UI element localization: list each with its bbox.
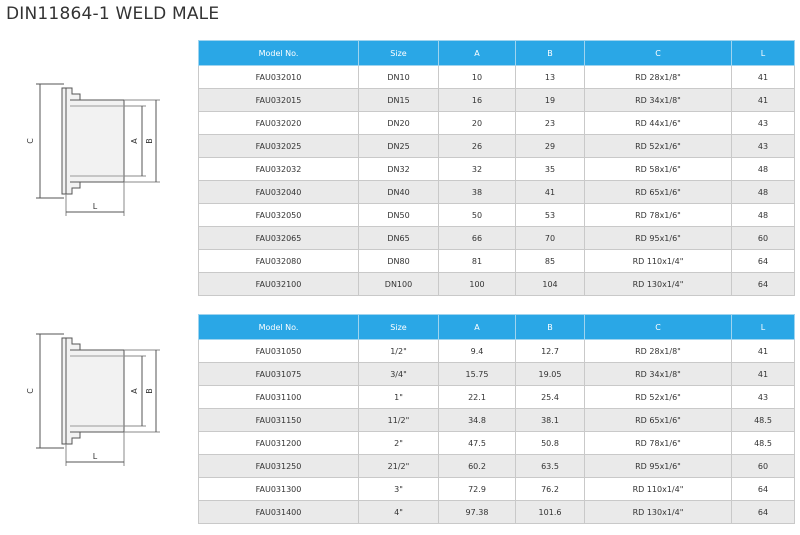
cell-b: 101.6	[516, 501, 585, 524]
cell-size: DN32	[359, 158, 439, 181]
cell-b: 85	[516, 250, 585, 273]
cell-model-no: FAU032065	[199, 227, 359, 250]
header-size: Size	[359, 41, 439, 66]
cell-model-no: FAU032040	[199, 181, 359, 204]
cell-c: RD 52x1/6"	[585, 386, 732, 409]
cell-b: 76.2	[516, 478, 585, 501]
cell-c: RD 130x1/4"	[585, 273, 732, 296]
table-row	[199, 478, 795, 501]
cell-c: RD 28x1/8"	[585, 66, 732, 89]
cell-size: DN40	[359, 181, 439, 204]
cell-a: 47.5	[439, 432, 516, 455]
cell-a: 72.9	[439, 478, 516, 501]
cell-model-no: FAU032050	[199, 204, 359, 227]
table-row	[199, 135, 795, 158]
cell-a: 81	[439, 250, 516, 273]
cell-model-no: FAU031400	[199, 501, 359, 524]
cell-size: DN20	[359, 112, 439, 135]
cell-a: 60.2	[439, 455, 516, 478]
cell-l: 48	[732, 158, 795, 181]
cell-size: 3"	[359, 478, 439, 501]
cell-l: 60	[732, 227, 795, 250]
cell-size: 1"	[359, 386, 439, 409]
cell-b: 19	[516, 89, 585, 112]
cell-model-no: FAU031075	[199, 363, 359, 386]
cell-l: 48	[732, 204, 795, 227]
cell-l: 43	[732, 112, 795, 135]
cell-a: 66	[439, 227, 516, 250]
cell-model-no: FAU032032	[199, 158, 359, 181]
header-b: B	[516, 41, 585, 66]
table-row	[199, 432, 795, 455]
cell-l: 64	[732, 273, 795, 296]
weld-male-drawing-1	[0, 70, 180, 230]
table-row	[199, 340, 795, 363]
cell-l: 41	[732, 340, 795, 363]
cell-b: 41	[516, 181, 585, 204]
header-b: B	[516, 315, 585, 340]
table-header-row	[199, 315, 795, 340]
dimension-label-l: L	[92, 202, 98, 211]
cell-size: 21/2"	[359, 455, 439, 478]
cell-l: 48	[732, 181, 795, 204]
cell-b: 23	[516, 112, 585, 135]
table-row	[199, 501, 795, 524]
cell-size: DN15	[359, 89, 439, 112]
cell-size: DN25	[359, 135, 439, 158]
header-l: L	[732, 41, 795, 66]
cell-l: 43	[732, 135, 795, 158]
cell-model-no: FAU032080	[199, 250, 359, 273]
table-row	[199, 386, 795, 409]
cell-b: 53	[516, 204, 585, 227]
cell-size: 1/2"	[359, 340, 439, 363]
table-row	[199, 363, 795, 386]
table-row	[199, 204, 795, 227]
cell-a: 97.38	[439, 501, 516, 524]
cell-model-no: FAU032025	[199, 135, 359, 158]
cell-b: 50.8	[516, 432, 585, 455]
cell-l: 41	[732, 89, 795, 112]
cell-b: 25.4	[516, 386, 585, 409]
cell-l: 43	[732, 386, 795, 409]
table-row	[199, 273, 795, 296]
cell-size: 4"	[359, 501, 439, 524]
cell-a: 100	[439, 273, 516, 296]
cell-c: RD 78x1/6"	[585, 204, 732, 227]
cell-b: 13	[516, 66, 585, 89]
cell-a: 10	[439, 66, 516, 89]
cell-c: RD 78x1/6"	[585, 432, 732, 455]
cell-c: RD 52x1/6"	[585, 135, 732, 158]
cell-size: DN80	[359, 250, 439, 273]
cell-a: 38	[439, 181, 516, 204]
cell-b: 70	[516, 227, 585, 250]
spec-table-inch	[198, 314, 795, 524]
cell-model-no: FAU031150	[199, 409, 359, 432]
cell-model-no: FAU032100	[199, 273, 359, 296]
cell-b: 63.5	[516, 455, 585, 478]
header-model-no: Model No.	[199, 315, 359, 340]
cell-model-no: FAU032020	[199, 112, 359, 135]
cell-b: 104	[516, 273, 585, 296]
table-row	[199, 227, 795, 250]
cell-a: 32	[439, 158, 516, 181]
cell-c: RD 65x1/6"	[585, 409, 732, 432]
header-size: Size	[359, 315, 439, 340]
dimension-label-a: A	[130, 388, 139, 394]
dimension-label-l: L	[92, 452, 98, 461]
header-a: A	[439, 315, 516, 340]
cell-l: 48.5	[732, 409, 795, 432]
table-row	[199, 158, 795, 181]
cell-b: 29	[516, 135, 585, 158]
cell-c: RD 34x1/8"	[585, 363, 732, 386]
cell-l: 64	[732, 250, 795, 273]
cell-c: RD 34x1/8"	[585, 89, 732, 112]
header-a: A	[439, 41, 516, 66]
cell-b: 35	[516, 158, 585, 181]
cell-c: RD 58x1/6"	[585, 158, 732, 181]
cell-l: 41	[732, 363, 795, 386]
cell-size: DN65	[359, 227, 439, 250]
header-c: C	[585, 41, 732, 66]
cell-a: 26	[439, 135, 516, 158]
dimension-label-c: C	[26, 138, 35, 144]
cell-model-no: FAU032015	[199, 89, 359, 112]
cell-b: 12.7	[516, 340, 585, 363]
cell-model-no: FAU031100	[199, 386, 359, 409]
cell-a: 9.4	[439, 340, 516, 363]
cell-model-no: FAU031250	[199, 455, 359, 478]
cell-c: RD 130x1/4"	[585, 501, 732, 524]
table-row	[199, 66, 795, 89]
header-model-no: Model No.	[199, 41, 359, 66]
cell-size: 3/4"	[359, 363, 439, 386]
dimension-label-a: A	[130, 138, 139, 144]
cell-model-no: FAU031050	[199, 340, 359, 363]
cell-c: RD 95x1/6"	[585, 227, 732, 250]
table-row	[199, 250, 795, 273]
table-row	[199, 181, 795, 204]
dimension-label-b: B	[145, 138, 154, 144]
cell-c: RD 110x1/4"	[585, 250, 732, 273]
spec-table-dn	[198, 40, 795, 296]
cell-l: 64	[732, 501, 795, 524]
cell-l: 60	[732, 455, 795, 478]
weld-male-drawing-2	[0, 320, 180, 480]
cell-c: RD 28x1/8"	[585, 340, 732, 363]
table-header-row	[199, 41, 795, 66]
cell-c: RD 110x1/4"	[585, 478, 732, 501]
cell-l: 48.5	[732, 432, 795, 455]
table-row	[199, 89, 795, 112]
cell-l: 64	[732, 478, 795, 501]
cell-size: DN50	[359, 204, 439, 227]
page-title: DIN11864-1 WELD MALE	[6, 4, 220, 24]
cell-a: 20	[439, 112, 516, 135]
table-row	[199, 112, 795, 135]
cell-model-no: FAU031200	[199, 432, 359, 455]
dimension-label-b: B	[145, 388, 154, 394]
header-c: C	[585, 315, 732, 340]
cell-a: 50	[439, 204, 516, 227]
cell-a: 22.1	[439, 386, 516, 409]
cell-size: 2"	[359, 432, 439, 455]
cell-model-no: FAU032010	[199, 66, 359, 89]
cell-model-no: FAU031300	[199, 478, 359, 501]
cell-c: RD 44x1/6"	[585, 112, 732, 135]
cell-c: RD 65x1/6"	[585, 181, 732, 204]
cell-a: 16	[439, 89, 516, 112]
cell-l: 41	[732, 66, 795, 89]
cell-size: DN10	[359, 66, 439, 89]
cell-b: 38.1	[516, 409, 585, 432]
cell-c: RD 95x1/6"	[585, 455, 732, 478]
table-row	[199, 409, 795, 432]
cell-size: DN100	[359, 273, 439, 296]
dimension-label-c: C	[26, 388, 35, 394]
cell-a: 34.8	[439, 409, 516, 432]
header-l: L	[732, 315, 795, 340]
table-row	[199, 455, 795, 478]
cell-b: 19.05	[516, 363, 585, 386]
cell-size: 11/2"	[359, 409, 439, 432]
cell-a: 15.75	[439, 363, 516, 386]
